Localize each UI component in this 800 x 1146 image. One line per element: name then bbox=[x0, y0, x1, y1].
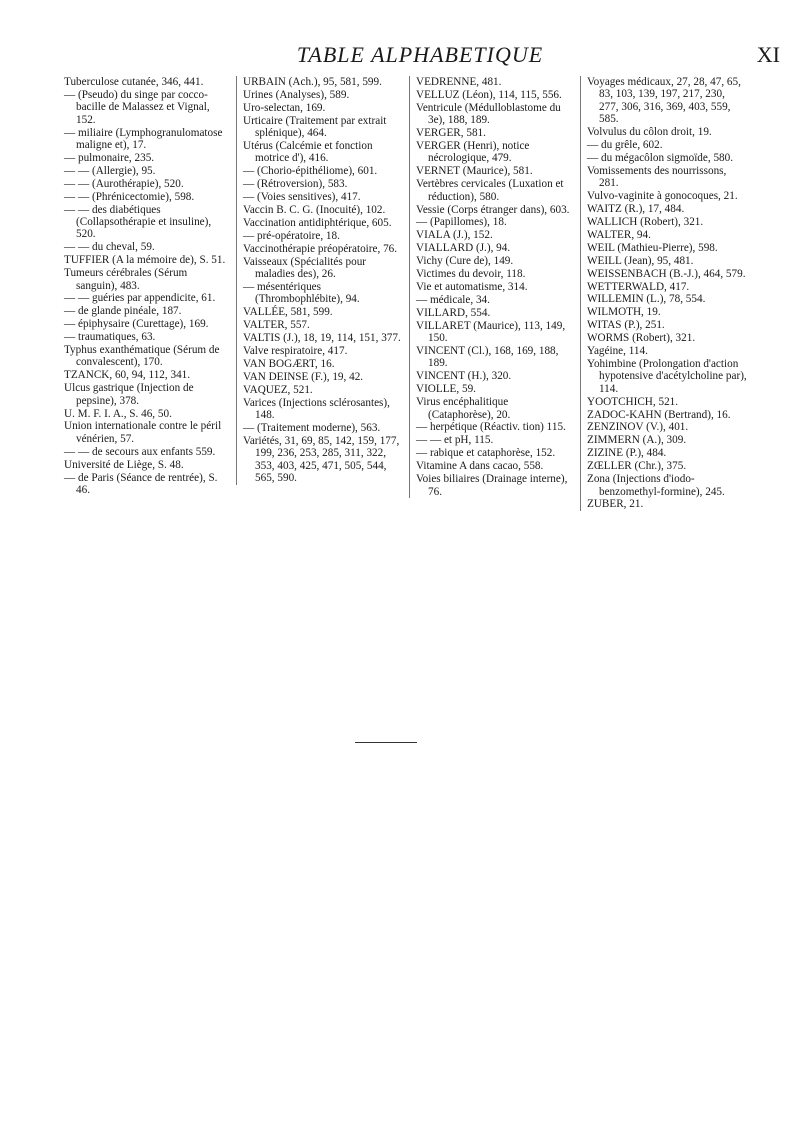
index-entry: — rabique et cataphorèse, 152. bbox=[416, 447, 556, 460]
index-entry: VALTIS (J.), 18, 19, 114, 151, 377. bbox=[243, 332, 401, 345]
index-entry: — traumatiques, 63. bbox=[64, 331, 156, 344]
index-entry: Vaccination antidiphtérique, 605. bbox=[243, 216, 392, 229]
index-entry: — mésentériques (Thrombophlébite), 94. bbox=[243, 281, 360, 306]
index-entry: — — et pH, 115. bbox=[416, 434, 494, 447]
index-entry: VILLARET (Maurice), 113, 149, 150. bbox=[416, 319, 566, 345]
index-entry: WAITZ (R.), 17, 484. bbox=[587, 203, 685, 216]
page-number: XI bbox=[756, 42, 780, 67]
index-entry: Victimes du devoir, 118. bbox=[416, 268, 526, 281]
end-rule bbox=[355, 742, 417, 743]
index-entry: — épiphysaire (Curettage), 169. bbox=[64, 318, 209, 331]
index-entry: — herpétique (Réactiv. tion) 115. bbox=[416, 421, 566, 434]
index-entry: Vomissements des nourrissons, 281. bbox=[587, 164, 727, 190]
index-entry: — pulmonaire, 235. bbox=[64, 151, 155, 164]
index-entry: Ulcus gastrique (Injection de pepsine), 378. bbox=[64, 382, 194, 407]
index-entry: VERGER, 581. bbox=[416, 127, 486, 140]
index-entry: — — (Aurothérapie), 520. bbox=[64, 177, 184, 190]
index-entry: Voyages médicaux, 27, 28, 47, 65, 83, 103, 139, 197, 217, 230, 277, 306, 316, 369, 403, 559, 585. bbox=[587, 76, 741, 126]
index-entry: — médicale, 34. bbox=[416, 293, 490, 306]
index-entry: WETTERWALD, 417. bbox=[587, 280, 690, 293]
index-entry: — (Pseudo) du singe par cocco-bacille de Malassez et Vignal, 152. bbox=[64, 88, 210, 126]
index-entry: Vaccinothérapie préopératoire, 76. bbox=[243, 242, 398, 255]
index-entry: VIALLARD (J.), 94. bbox=[416, 242, 511, 255]
index-entry: Yagéine, 114. bbox=[587, 345, 648, 358]
index-entry: — — guéries par appendicite, 61. bbox=[64, 292, 216, 305]
index-entry: Tumeurs cérébrales (Sérum sanguin), 483. bbox=[64, 267, 188, 292]
index-entry: VALLÉE, 581, 599. bbox=[243, 306, 333, 319]
index-entry: WORMS (Robert), 321. bbox=[587, 332, 696, 345]
index-entry: WEIL (Mathieu-Pierre), 598. bbox=[587, 241, 718, 254]
index-entry: WILLEMIN (L.), 78, 554. bbox=[587, 293, 706, 306]
index-entry: Variétés, 31, 69, 85, 142, 159, 177, 199, 236, 253, 285, 311, 322, 353, 403, 425, 471, 505, 544, 565, 590. bbox=[243, 434, 400, 485]
index-entry: ZIZINE (P.), 484. bbox=[587, 447, 667, 460]
index-entry: VILLARD, 554. bbox=[416, 306, 491, 319]
index-entry: — du mégacôlon sigmoïde, 580. bbox=[587, 151, 734, 164]
index-entry: WITAS (P.), 251. bbox=[587, 319, 665, 332]
index-entry: Vaccin B. C. G. (Inocuité), 102. bbox=[243, 204, 386, 217]
index-entry: — — du cheval, 59. bbox=[64, 241, 155, 254]
index-entry: Vertèbres cervicales (Luxation et réduction), 580. bbox=[416, 178, 564, 203]
index-entry: — — (Phrénicectomie), 598. bbox=[64, 190, 195, 203]
index-entry: WILMOTH, 19. bbox=[587, 306, 661, 319]
index-entry: ZIMMERN (A.), 309. bbox=[587, 434, 687, 447]
index-column-2 bbox=[236, 76, 403, 485]
index-entry: Université de Liège, S. 48. bbox=[64, 458, 184, 471]
index-entry: VIALA (J.), 152. bbox=[416, 229, 493, 242]
index-entry: Zona (Injections d'iodo-benzomethyl-formine), 245. bbox=[587, 473, 725, 498]
index-column-4 bbox=[580, 76, 747, 511]
index-entry: — de Paris (Séance de rentrée), S. 46. bbox=[64, 471, 218, 496]
index-entry: Tuberculose cutanée, 346, 441. bbox=[64, 76, 204, 88]
index-entry: Vulvo-vaginite à gonocoques, 21. bbox=[587, 190, 738, 203]
index-columns bbox=[64, 76, 794, 636]
index-entry: — pré-opératoire, 18. bbox=[243, 229, 340, 242]
index-entry: — — (Allergie), 95. bbox=[64, 164, 156, 177]
index-entry: — — de secours aux enfants 559. bbox=[64, 445, 216, 458]
index-entry: VIOLLE, 59. bbox=[416, 383, 476, 396]
index-entry: Ventricule (Médulloblastome du 3e), 188, 189. bbox=[416, 101, 561, 127]
index-entry: Vessie (Corps étranger dans), 603. bbox=[416, 203, 570, 216]
index-entry: VAN BOGÆRT, 16. bbox=[243, 357, 335, 370]
index-entry: Utérus (Calcémie et fonction motrice d'), 416. bbox=[243, 140, 373, 165]
running-title: TABLE ALPHABETIQUE bbox=[296, 42, 544, 67]
index-entry: Uro-selectan, 169. bbox=[243, 101, 326, 114]
index-entry: — (Traitement moderne), 563. bbox=[243, 421, 381, 434]
index-entry: WALLICH (Robert), 321. bbox=[587, 215, 704, 228]
index-entry: — miliaire (Lymphogranulomatose maligne et), 17. bbox=[64, 126, 223, 152]
index-entry: Varices (Injections sclérosantes), 148. bbox=[243, 396, 390, 422]
index-entry: Urticaire (Traitement par extrait splénique), 464. bbox=[243, 114, 387, 140]
index-entry: Typhus exanthématique (Sérum de convalescent), 170. bbox=[64, 344, 220, 369]
index-entry: Vie et automatisme, 314. bbox=[416, 281, 528, 293]
index-column-1 bbox=[64, 76, 229, 497]
index-entry: ZADOC-KAHN (Bertrand), 16. bbox=[587, 408, 731, 421]
index-entry: — (Chorio-épithéliome), 601. bbox=[243, 165, 378, 178]
index-entry: VINCENT (H.), 320. bbox=[416, 370, 512, 383]
index-entry: Vitamine A dans cacao, 558. bbox=[416, 460, 544, 473]
index-entry: Voies biliaires (Drainage interne), 76. bbox=[416, 473, 568, 498]
index-entry: — de glande pinéale, 187. bbox=[64, 305, 182, 318]
index-entry: — du grêle, 602. bbox=[587, 139, 663, 152]
index-entry: — (Rétroversion), 583. bbox=[243, 178, 348, 191]
index-entry: ZENZINOV (V.), 401. bbox=[587, 421, 689, 434]
index-entry: — (Papillomes), 18. bbox=[416, 216, 507, 229]
index-entry: Vichy (Cure de), 149. bbox=[416, 255, 514, 268]
index-entry: TUFFIER (A la mémoire de), S. 51. bbox=[64, 254, 226, 267]
index-entry: WEILL (Jean), 95, 481. bbox=[587, 254, 694, 267]
index-entry: Volvulus du côlon droit, 19. bbox=[587, 126, 712, 139]
index-entry: U. M. F. I. A., S. 46, 50. bbox=[64, 407, 172, 420]
index-entry: WEISSENBACH (B.-J.), 464, 579. bbox=[587, 267, 746, 280]
index-entry: Urines (Analyses), 589. bbox=[243, 88, 350, 101]
index-entry: WALTER, 94. bbox=[587, 228, 651, 241]
index-entry: Valve respiratoire, 417. bbox=[243, 345, 348, 358]
index-entry: — — des diabétiques (Collapsothérapie et insuline), 520. bbox=[64, 203, 212, 241]
index-entry: VAQUEZ, 521. bbox=[243, 383, 313, 396]
index-entry: — (Voies sensitives), 417. bbox=[243, 191, 361, 204]
index-entry: VALTER, 557. bbox=[243, 319, 310, 332]
index-entry: YOOTCHICH, 521. bbox=[587, 395, 679, 408]
index-entry: VERNET (Maurice), 581. bbox=[416, 165, 533, 178]
index-entry: VAN DEINSE (F.), 19, 42. bbox=[243, 370, 364, 383]
index-entry: Virus encéphalitique (Cataphorèse), 20. bbox=[416, 396, 511, 421]
page-header bbox=[60, 42, 780, 72]
index-entry: VEDRENNE, 481. bbox=[416, 76, 502, 88]
index-column-3 bbox=[409, 76, 576, 498]
index-entry: ZŒLLER (Chr.), 375. bbox=[587, 460, 687, 473]
index-entry: VERGER (Henri), notice nécrologique, 479. bbox=[416, 140, 530, 165]
index-entry: TZANCK, 60, 94, 112, 341. bbox=[64, 369, 191, 382]
index-entry: Vaisseaux (Spécialités pour maladies des), 26. bbox=[243, 255, 367, 281]
index-entry: ZUBER, 21. bbox=[587, 498, 644, 511]
index-entry: VELLUZ (Léon), 114, 115, 556. bbox=[416, 88, 562, 101]
index-entry: Union internationale contre le péril vénérien, 57. bbox=[64, 420, 222, 445]
index-entry: VINCENT (Cl.), 168, 169, 188, 189. bbox=[416, 345, 559, 370]
index-entry: Yohimbine (Prolongation d'action hypotensive d'acétylcholine par), 114. bbox=[587, 357, 747, 395]
index-entry: URBAIN (Ach.), 95, 581, 599. bbox=[243, 76, 382, 88]
